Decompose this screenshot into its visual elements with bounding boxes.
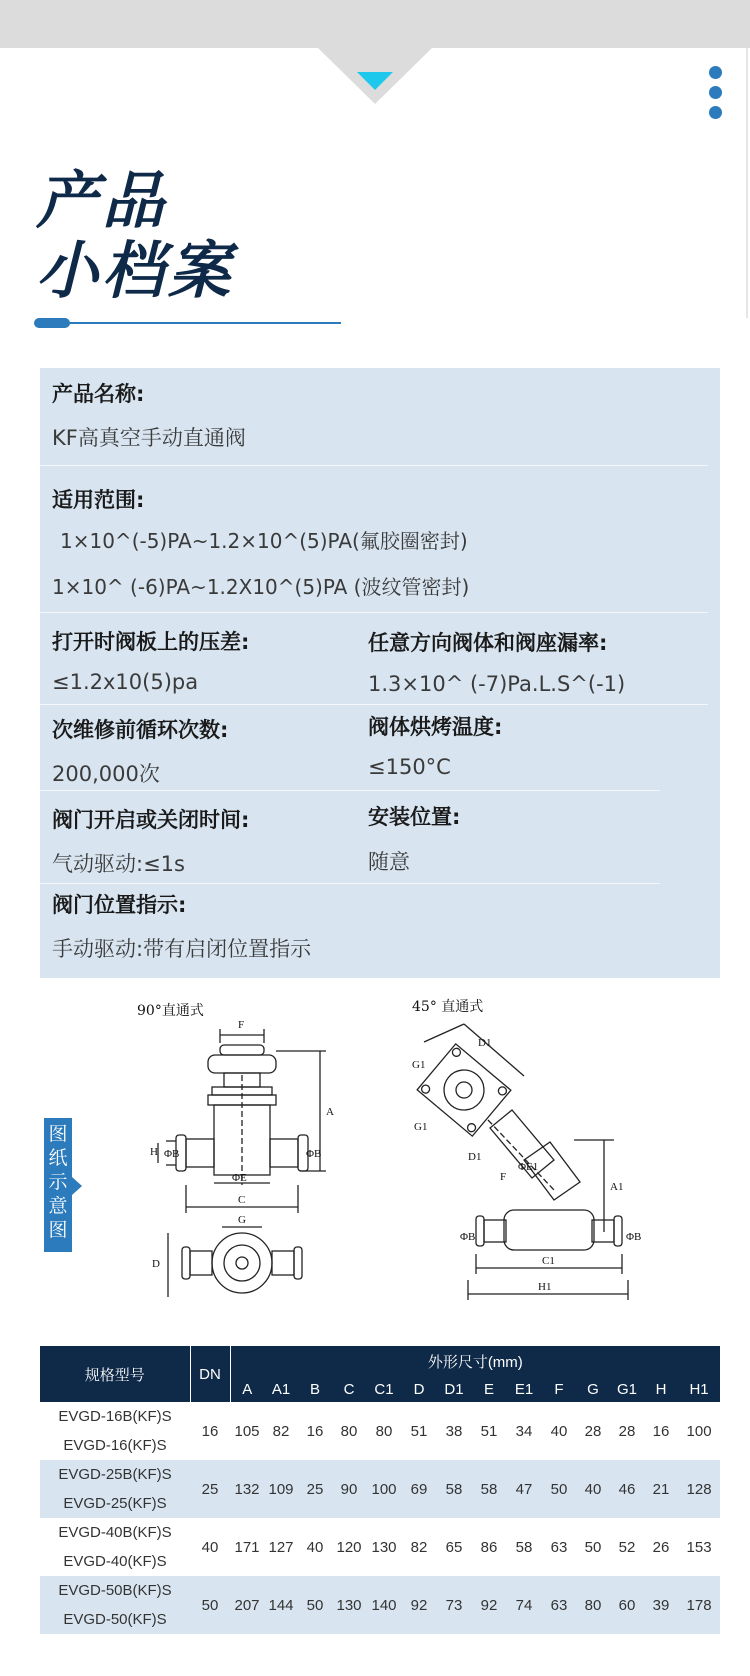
dimension-cell: 73 — [436, 1576, 472, 1634]
dimension-cell: 28 — [618, 1422, 636, 1440]
dn-cell: 25 — [190, 1460, 230, 1518]
dimension-cell: 40 — [306, 1538, 324, 1556]
diagram-tag-char: 示 — [48, 1171, 68, 1193]
dim-label: A — [326, 1106, 334, 1118]
bake-label: 阀体烘烤温度: — [368, 715, 503, 739]
dimension-table — [40, 1346, 720, 1634]
dimension-cell: 28 — [584, 1422, 602, 1440]
dimension-cell: 16 — [652, 1422, 670, 1440]
dim-label: G — [238, 1214, 246, 1226]
table-row — [40, 1402, 720, 1431]
page-title-line2: 小档案 — [36, 234, 235, 307]
dimension-cell: 25 — [298, 1460, 332, 1518]
table-row — [40, 1518, 720, 1547]
dn-cell: 16 — [201, 1422, 219, 1440]
model-cell: EVGD-50(KF)S — [40, 1605, 190, 1634]
dim-label: F — [238, 1019, 245, 1031]
dimension-cell: 51 — [410, 1422, 428, 1440]
dim-label: ΦE1 — [518, 1161, 539, 1173]
diagram-tag — [44, 1118, 72, 1252]
divider — [40, 790, 660, 791]
model-cell: EVGD-50B(KF)S — [40, 1576, 190, 1605]
column-header: G — [576, 1376, 610, 1402]
divider — [40, 465, 708, 466]
model-cell: EVGD-40(KF)S — [63, 1553, 167, 1570]
time-value: 气动驱动:≤1s — [52, 852, 185, 876]
model-cell: EVGD-40B(KF)S — [58, 1524, 172, 1541]
model-cell: EVGD-16B(KF)S — [58, 1408, 172, 1425]
indicator-value: 手动驱动:带有启闭位置指示 — [52, 937, 312, 961]
dimension-cell: 39 — [644, 1576, 678, 1634]
column-header: B — [298, 1376, 332, 1402]
column-header: E1 — [506, 1376, 542, 1402]
column-header: E — [472, 1376, 506, 1402]
dimension-cell: 40 — [576, 1460, 610, 1518]
dimension-cell: 63 — [550, 1538, 568, 1556]
model-cell: EVGD-25B(KF)S — [40, 1460, 190, 1489]
dim-label: H1 — [538, 1281, 552, 1293]
dimension-cell: 132 — [230, 1460, 264, 1518]
dimension-cell: 82 — [272, 1422, 290, 1440]
model-cell: EVGD-16(KF)S — [63, 1437, 167, 1454]
dim-label: ΦB — [306, 1148, 322, 1160]
diagram-tag-char: 意 — [48, 1195, 68, 1217]
range-label: 适用范围: — [52, 488, 145, 512]
valve-90-drawing — [150, 1015, 350, 1305]
dimension-cell: 21 — [644, 1460, 678, 1518]
indicator-label: 阀门位置指示: — [52, 893, 187, 917]
time-label: 阀门开启或关闭时间: — [52, 808, 250, 832]
dimension-cell: 100 — [686, 1422, 712, 1440]
dimension-cell: 26 — [652, 1538, 670, 1556]
dimension-cell: 74 — [506, 1576, 542, 1634]
dim-label: ΦE — [232, 1172, 247, 1184]
dimension-cell: 178 — [678, 1576, 720, 1634]
dimension-cell: 153 — [686, 1538, 712, 1556]
cycles-value: 200,000次 — [52, 762, 160, 786]
dim-label: A1 — [610, 1181, 624, 1193]
column-header: H — [644, 1376, 678, 1402]
dim-label: ΦB — [460, 1231, 476, 1243]
dimension-cell: 105 — [234, 1422, 260, 1440]
dimension-cell: 100 — [366, 1460, 402, 1518]
dimension-cell: 127 — [268, 1538, 294, 1556]
spec-info-panel — [40, 368, 720, 978]
divider — [40, 612, 708, 613]
title-underline — [36, 322, 341, 324]
install-label: 安装位置: — [368, 805, 461, 829]
dimension-cell: 80 — [375, 1422, 393, 1440]
dimension-cell: 130 — [332, 1576, 366, 1634]
dimension-cell: 34 — [515, 1422, 533, 1440]
diagram-90-label: 90°直通式 — [137, 1003, 204, 1019]
pressure-value: ≤1.2x10(5)pa — [52, 670, 199, 694]
dim-label: H — [150, 1146, 158, 1158]
down-triangle-icon[interactable] — [357, 72, 393, 90]
leak-value: 1.3×10^ (-7)Pa.L.S^(-1) — [368, 672, 626, 696]
dimension-cell: 40 — [550, 1422, 568, 1440]
dimension-cell: 90 — [332, 1460, 366, 1518]
dimension-cell: 65 — [445, 1538, 463, 1556]
dimension-cell: 128 — [678, 1460, 720, 1518]
column-header: D1 — [436, 1376, 472, 1402]
cycles-label: 次维修前循环次数: — [52, 718, 229, 742]
dimension-cell: 60 — [610, 1576, 644, 1634]
vertical-dots-icon[interactable] — [709, 66, 725, 126]
dimension-cell: 207 — [230, 1576, 264, 1634]
dimension-cell: 109 — [264, 1460, 298, 1518]
table-row — [40, 1576, 720, 1605]
dimension-cell: 47 — [506, 1460, 542, 1518]
range-value-1: 1×10^(-5)PA~1.2×10^(5)PA(氟胶圈密封) — [60, 529, 468, 553]
dimension-cell: 144 — [264, 1576, 298, 1634]
dimension-cell: 140 — [366, 1576, 402, 1634]
dimension-cell: 50 — [542, 1460, 576, 1518]
diagram-tag-char: 纸 — [48, 1147, 68, 1169]
dim-label: D1 — [468, 1151, 482, 1163]
dn-cell: 50 — [190, 1576, 230, 1634]
column-header: F — [542, 1376, 576, 1402]
dimension-cell: 92 — [402, 1576, 436, 1634]
dn-header: DN — [190, 1346, 230, 1402]
dim-label: ΦB — [626, 1231, 642, 1243]
leak-label: 任意方向阀体和阀座漏率: — [368, 631, 608, 655]
dimension-cell: 120 — [336, 1538, 362, 1556]
name-value: KF高真空手动直通阀 — [52, 426, 246, 450]
table-row — [40, 1460, 720, 1489]
dimension-cell: 86 — [480, 1538, 498, 1556]
dimension-cell: 92 — [472, 1576, 506, 1634]
dimension-cell: 46 — [610, 1460, 644, 1518]
dimension-cell: 130 — [371, 1538, 397, 1556]
divider — [40, 704, 708, 705]
divider — [40, 883, 660, 884]
diagram-45-label: 45° 直通式 — [412, 999, 484, 1015]
dn-cell: 40 — [201, 1538, 219, 1556]
bake-value: ≤150°C — [368, 755, 451, 779]
dimension-cell: 50 — [584, 1538, 602, 1556]
dimension-cell: 52 — [618, 1538, 636, 1556]
valve-45-drawing — [404, 1010, 664, 1310]
dimension-cell: 80 — [340, 1422, 358, 1440]
dimension-cell: 82 — [410, 1538, 428, 1556]
model-header: 规格型号 — [40, 1346, 190, 1402]
column-header: H1 — [678, 1376, 720, 1402]
diagram-tag-char: 图 — [48, 1123, 68, 1145]
page-title-line1: 产品 — [36, 164, 169, 237]
dimension-cell: 38 — [445, 1422, 463, 1440]
install-value: 随意 — [368, 850, 410, 874]
dimension-cell: 69 — [402, 1460, 436, 1518]
model-cell: EVGD-25(KF)S — [40, 1489, 190, 1518]
diagram-tag-char: 图 — [48, 1219, 68, 1241]
dimension-cell: 51 — [480, 1422, 498, 1440]
dim-label: C1 — [542, 1255, 555, 1267]
dimension-cell: 58 — [472, 1460, 506, 1518]
name-label: 产品名称: — [52, 382, 145, 406]
column-header: A1 — [264, 1376, 298, 1402]
dimension-cell: 16 — [306, 1422, 324, 1440]
range-value-2: 1×10^ (-6)PA~1.2X10^(5)PA (波纹管密封) — [52, 575, 470, 599]
top-bar — [0, 0, 750, 48]
dimension-cell: 80 — [576, 1576, 610, 1634]
edge-line — [746, 48, 748, 318]
column-header: G1 — [610, 1376, 644, 1402]
diagram-tag-arrow — [72, 1177, 82, 1195]
column-header: C1 — [366, 1376, 402, 1402]
dim-label: F — [500, 1171, 507, 1183]
column-header: C — [332, 1376, 366, 1402]
dim-label: G1 — [412, 1059, 426, 1071]
dim-label: D — [152, 1258, 160, 1270]
title-accent-pill — [34, 318, 70, 328]
column-header: D — [402, 1376, 436, 1402]
dimension-cell: 63 — [542, 1576, 576, 1634]
dim-label: G1 — [414, 1121, 428, 1133]
dimension-cell: 58 — [436, 1460, 472, 1518]
dim-label: ΦB — [164, 1148, 180, 1160]
dimension-cell: 58 — [515, 1538, 533, 1556]
pressure-label: 打开时阀板上的压差: — [52, 630, 250, 654]
dim-label: D1 — [478, 1037, 492, 1049]
dims-header: 外形尺寸(mm) — [230, 1346, 720, 1376]
dimension-cell: 171 — [234, 1538, 260, 1556]
column-header: A — [230, 1376, 264, 1402]
dim-label: C — [238, 1194, 246, 1206]
dimension-cell: 50 — [298, 1576, 332, 1634]
